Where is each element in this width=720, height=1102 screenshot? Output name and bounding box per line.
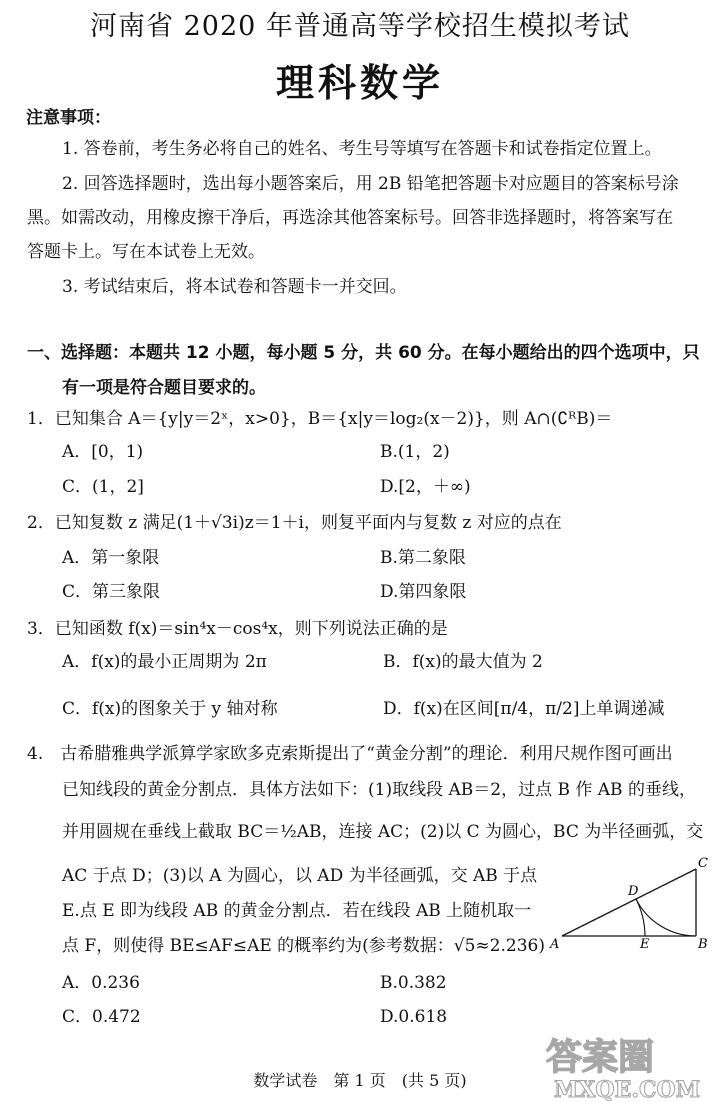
arc-de — [636, 899, 645, 936]
question-1-option-d: D.[2，＋∞) — [380, 477, 471, 497]
question-1-option-a: A．[0，1) — [62, 442, 144, 462]
question-4-line-5: E.点 E 即为线段 AB 的黄金分割点．若在线段 AB 上随机取一 — [62, 901, 532, 921]
exam-title: 河南省 2020 年普通高等学校招生模拟考试 — [90, 11, 630, 42]
section-heading-line-1: 一、选择题：本题共 12 小题，每小题 5 分，共 60 分。在每小题给出的四个选项中，只 — [27, 343, 700, 363]
question-1-stem: 1．已知集合 A＝{y|y＝2ˣ，x>0}，B＝{x|y＝log₂(x－2)}，则 A∩(∁ᴿB)＝ — [27, 409, 613, 429]
question-3-option-c: C．f(x)的图象关于 y 轴对称 — [62, 699, 278, 719]
question-4-line-6: 点 F，则使得 BE≤AF≤AE 的概率约为(参考数据：√5≈2.236) — [62, 936, 545, 956]
question-4-line-1: 4. 古希腊雅典学派算学家欧多克索斯提出了“黄金分割”的理论．利用尺规作图可画出 — [27, 744, 673, 764]
question-2-option-d: D.第四象限 — [380, 582, 467, 602]
question-1-option-b: B.(1，2) — [380, 442, 450, 462]
question-4-option-a: A．0.236 — [62, 973, 140, 993]
question-4-line-4: AC 于点 D；(3)以 A 为圆心，以 AD 为半径画弧，交 AB 于点 — [62, 866, 538, 886]
watermark-logo — [540, 1025, 718, 1101]
question-1-option-c: C．(1，2] — [62, 477, 144, 497]
label-c: C — [698, 856, 708, 871]
label-d: D — [628, 884, 639, 899]
question-4-line-3: 并用圆规在垂线上截取 BC＝½AB，连接 AC；(2)以 C 为圆心，BC 为半径画弧，交 — [62, 822, 704, 842]
notice-heading: 注意事项： — [26, 108, 111, 128]
notice-item-3: 3. 考试结束后，将本试卷和答题卡一并交回。 — [62, 277, 407, 297]
segment-ac — [562, 869, 696, 936]
golden-section-figure — [548, 852, 714, 952]
notice-item-2-line-1: 2. 回答选择题时，选出每小题答案后，用 2B 铅笔把答题卡对应题目的答案标号涂 — [62, 174, 679, 194]
question-3-option-a: A．f(x)的最小正周期为 2π — [62, 652, 267, 672]
section-heading-line-2: 有一项是符合题目要求的。 — [62, 378, 266, 398]
question-3-option-d: D．f(x)在区间[π/4，π/2]上单调递减 — [383, 699, 665, 719]
question-2-option-a: A．第一象限 — [62, 548, 160, 568]
question-4-option-b: B.0.382 — [380, 973, 447, 993]
notice-item-2-line-2: 黑。如需改动，用橡皮擦干净后，再选涂其他答案标号。回答非选择题时，将答案写在 — [27, 208, 673, 228]
question-2-option-c: C．第三象限 — [62, 582, 161, 602]
question-3-stem: 3．已知函数 f(x)＝sin⁴x－cos⁴x，则下列说法正确的是 — [27, 619, 448, 639]
question-4-line-2: 已知线段的黄金分割点．具体方法如下：(1)取线段 AB＝2，过点 B 作 AB 的垂线， — [62, 780, 696, 800]
label-e: E — [640, 937, 650, 952]
subject-title: 理科数学 — [275, 61, 444, 105]
notice-item-2-line-3: 答题卡上。写在本试卷上无效。 — [27, 242, 265, 262]
question-4-option-d: D.0.618 — [380, 1007, 448, 1027]
question-4-option-c: C．0.472 — [62, 1007, 141, 1027]
notice-item-1: 1. 答卷前，考生务必将自己的姓名、考生号等填写在答题卡和试卷指定位置上。 — [62, 139, 662, 159]
question-2-stem: 2．已知复数 z 满足(1＋√3i)z＝1＋i，则复平面内与复数 z 对应的点在 — [27, 513, 562, 533]
watermark-url: MXQE.COM — [554, 1077, 701, 1101]
question-2-option-b: B.第二象限 — [380, 548, 466, 568]
watermark-text: 答案圈 — [546, 1036, 655, 1078]
label-b: B — [698, 937, 708, 952]
page-footer: 数学试卷 第 1 页 (共 5 页) — [253, 1071, 467, 1090]
label-a: A — [550, 937, 560, 952]
question-3-option-b: B．f(x)的最大值为 2 — [383, 652, 543, 672]
